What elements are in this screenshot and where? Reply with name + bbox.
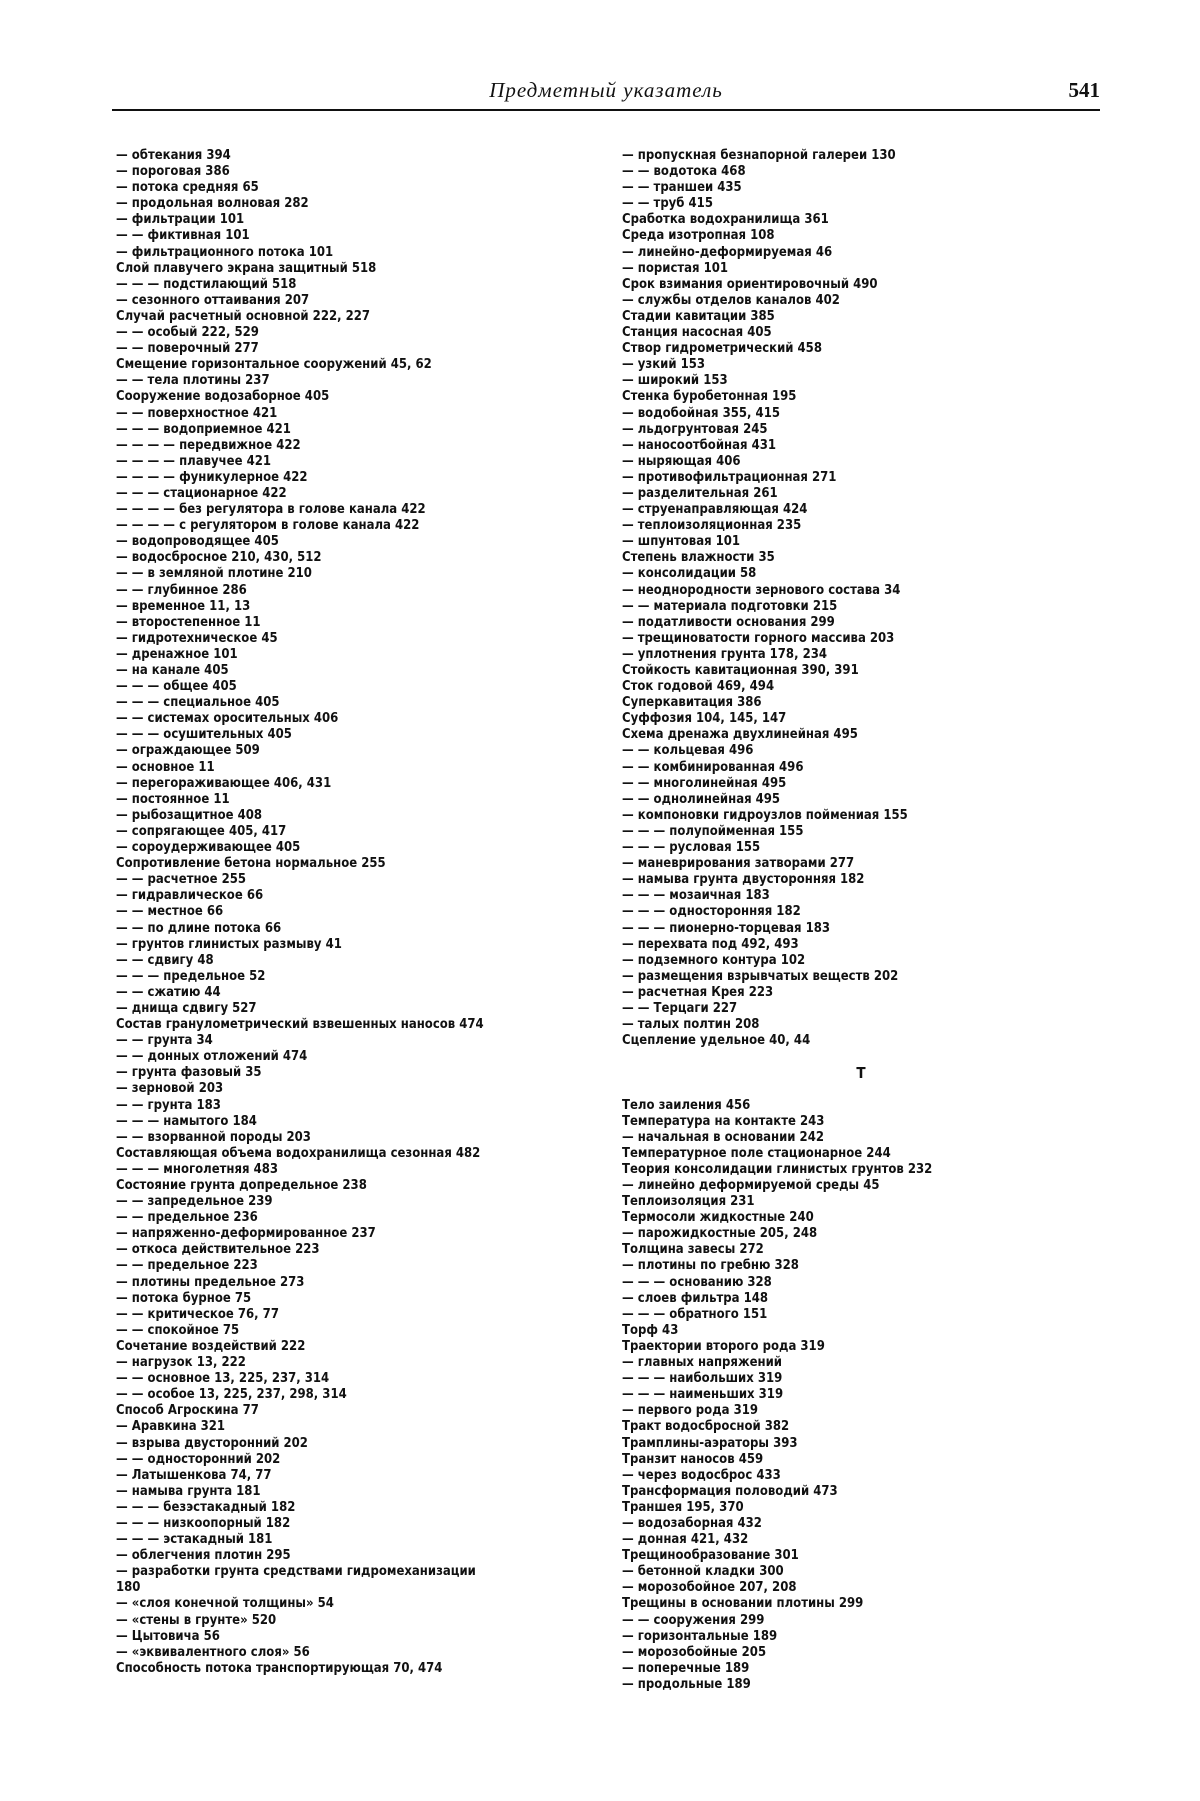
index-entry: Торф 43 bbox=[622, 1322, 679, 1338]
index-entry: — парожидкостные 205, 248 bbox=[622, 1226, 818, 1242]
index-entry: — — — наименьших 319 bbox=[622, 1387, 784, 1403]
index-entry: — — односторонний 202 bbox=[116, 1451, 281, 1467]
index-entry: — — многолинейная 495 bbox=[622, 775, 787, 791]
blank-line bbox=[622, 1049, 1100, 1065]
index-column-left bbox=[116, 148, 594, 1677]
index-entry: Толщина завесы 272 bbox=[622, 1242, 764, 1258]
index-entry: — — в земляной плотине 210 bbox=[116, 566, 312, 582]
index-entry: — Латышенкова 74, 77 bbox=[116, 1467, 272, 1483]
index-entry: Степень влажности 35 bbox=[622, 550, 775, 566]
index-entry: 180 bbox=[116, 1580, 141, 1596]
index-entry: — линейно деформируемой среды 45 bbox=[622, 1178, 880, 1193]
index-entry: — бетонной кладки 300 bbox=[622, 1564, 784, 1580]
index-entry: — основное 11 bbox=[116, 759, 215, 775]
index-entry: — продольная волновая 282 bbox=[116, 196, 309, 212]
index-entry: — обтекания 394 bbox=[116, 148, 231, 163]
index-entry: Траншея 195, 370 bbox=[622, 1499, 744, 1515]
index-entry: — льдогрунтовая 245 bbox=[622, 421, 768, 437]
index-entry: Трансформация половодий 473 bbox=[622, 1483, 838, 1499]
index-entry: — через водосброс 433 bbox=[622, 1467, 781, 1483]
index-entry: — продольные 189 bbox=[622, 1676, 751, 1692]
index-entry: — водосбросное 210, 430, 512 bbox=[116, 550, 322, 566]
index-entry: — — — наибольших 319 bbox=[622, 1371, 783, 1387]
index-entry: — — кольцевая 496 bbox=[622, 743, 754, 759]
index-entry: — днища сдвигу 527 bbox=[116, 1000, 257, 1016]
index-entry: — «эквивалентного слоя» 56 bbox=[116, 1644, 310, 1660]
index-entry: — узкий 153 bbox=[622, 357, 706, 373]
index-entry: — сопрягающее 405, 417 bbox=[116, 823, 287, 839]
index-entry: — маневрирования затворами 277 bbox=[622, 856, 855, 872]
index-entry: Тело заиления 456 bbox=[622, 1097, 751, 1113]
index-entry: Створ гидрометрический 458 bbox=[622, 341, 822, 357]
index-entry: — — запредельное 239 bbox=[116, 1194, 273, 1210]
index-entry: — главных напряжений bbox=[622, 1355, 782, 1371]
index-entry: — постоянное 11 bbox=[116, 791, 230, 807]
index-entry: — откоса действительное 223 bbox=[116, 1242, 320, 1258]
index-entry: — перехвата под 492, 493 bbox=[622, 936, 799, 952]
index-entry: — — грунта 34 bbox=[116, 1033, 213, 1049]
index-entry: — ныряющая 406 bbox=[622, 453, 741, 469]
index-entry: — напряженно-деформированное 237 bbox=[116, 1226, 376, 1242]
index-entry: — — особый 222, 529 bbox=[116, 325, 259, 341]
index-entry: — теплоизоляционная 235 bbox=[622, 518, 802, 534]
index-entry: — линейно-деформируемая 46 bbox=[622, 244, 833, 260]
index-entry: — — грунта 183 bbox=[116, 1097, 221, 1113]
index-entry: Теория консолидации глинистых грунтов 232 bbox=[622, 1161, 933, 1177]
index-entry: — зерновой 203 bbox=[116, 1081, 224, 1097]
index-entry: — — — — фуникулерное 422 bbox=[116, 469, 308, 485]
index-entry: — расчетная Крея 223 bbox=[622, 984, 774, 1000]
index-entry: Схема дренажа двухлинейная 495 bbox=[622, 727, 858, 743]
index-entry: — — водотока 468 bbox=[622, 164, 746, 180]
index-entry: — «слоя конечной толщины» 54 bbox=[116, 1596, 334, 1612]
letter-heading: Т bbox=[856, 1065, 866, 1082]
index-entry: Состояние грунта допредельное 238 bbox=[116, 1178, 367, 1193]
index-entry: — широкий 153 bbox=[622, 373, 728, 389]
index-entry: Случай расчетный основной 222, 227 bbox=[116, 308, 371, 324]
index-entry: — — труб 415 bbox=[622, 196, 713, 212]
index-entry: — — — односторонняя 182 bbox=[622, 904, 801, 920]
index-entry: — пороговая 386 bbox=[116, 164, 230, 180]
index-entry: — — — обратного 151 bbox=[622, 1306, 768, 1322]
index-entry: — — взорванной породы 203 bbox=[116, 1129, 311, 1145]
index-entry: — — спокойное 75 bbox=[116, 1322, 240, 1338]
index-entry: — временное 11, 13 bbox=[116, 598, 251, 614]
index-entry: — грунтов глинистых размыву 41 bbox=[116, 936, 342, 952]
header-rule bbox=[112, 109, 1100, 111]
index-entry: — дренажное 101 bbox=[116, 646, 238, 662]
index-entry: Трамплины-аэраторы 393 bbox=[622, 1435, 798, 1451]
index-entry: — — — основанию 328 bbox=[622, 1274, 772, 1290]
index-entry: — — — — плавучее 421 bbox=[116, 453, 272, 469]
index-entry: — — — общее 405 bbox=[116, 679, 237, 695]
index-entry: — — — намытого 184 bbox=[116, 1113, 257, 1129]
index-entry: — — однолинейная 495 bbox=[622, 791, 781, 807]
index-entry: — гидротехническое 45 bbox=[116, 630, 278, 646]
index-entry: — — — — с регулятором в голове канала 422 bbox=[116, 518, 420, 534]
index-entry: — — сжатию 44 bbox=[116, 984, 221, 1000]
index-entry: — плотины по гребню 328 bbox=[622, 1258, 799, 1274]
index-entry: — — особое 13, 225, 237, 298, 314 bbox=[116, 1387, 347, 1403]
index-entry: — сороудерживающее 405 bbox=[116, 840, 301, 856]
index-entry: — фильтрационного потока 101 bbox=[116, 244, 334, 260]
index-entry: — на канале 405 bbox=[116, 663, 229, 678]
index-entry: — — сооружения 299 bbox=[622, 1612, 765, 1628]
index-entry: Температура на контакте 243 bbox=[622, 1113, 825, 1129]
index-entry: — разделительная 261 bbox=[622, 485, 778, 501]
index-entry: — — — низкоопорный 182 bbox=[116, 1515, 291, 1531]
index-entry: — — поверхностное 421 bbox=[116, 405, 278, 421]
index-entry: Стойкость кавитационная 390, 391 bbox=[622, 663, 859, 678]
index-entry: — Цытовича 56 bbox=[116, 1628, 220, 1644]
index-entry: — — Терцаги 227 bbox=[622, 1000, 738, 1016]
index-entry: — — — осушительных 405 bbox=[116, 727, 292, 743]
index-entry: — взрыва двусторонний 202 bbox=[116, 1435, 308, 1451]
index-entry: — — — мозаичная 183 bbox=[622, 888, 770, 904]
index-entry: — потока бурное 75 bbox=[116, 1290, 252, 1306]
page-number: 541 bbox=[1068, 78, 1100, 102]
index-entry: — «стены в грунте» 520 bbox=[116, 1612, 277, 1628]
index-entry: Трещинообразование 301 bbox=[622, 1548, 799, 1564]
index-entry: Состав гранулометрический взвешенных наносов 474 bbox=[116, 1017, 484, 1033]
index-entry: — — основное 13, 225, 237, 314 bbox=[116, 1371, 330, 1387]
index-entry: — — расчетное 255 bbox=[116, 872, 247, 888]
index-entry: Сработка водохранилища 361 bbox=[622, 212, 829, 228]
index-entry: — морозобойное 207, 208 bbox=[622, 1580, 797, 1596]
index-entry: — — по длине потока 66 bbox=[116, 920, 282, 936]
index-entry: Слой плавучего экрана защитный 518 bbox=[116, 260, 377, 276]
index-entry: — гидравлическое 66 bbox=[116, 888, 264, 904]
running-title: Предметный указатель bbox=[489, 78, 723, 102]
index-entry: — ограждающее 509 bbox=[116, 743, 260, 759]
index-entry: — разработки грунта средствами гидромеханизации bbox=[116, 1564, 476, 1580]
index-entry: — — — эстакадный 181 bbox=[116, 1532, 273, 1548]
index-entry: Траектории второго рода 319 bbox=[622, 1338, 825, 1354]
index-entry: — трещиноватости горного массива 203 bbox=[622, 630, 895, 646]
index-entry: Смещение горизонтальное сооружений 45, 62 bbox=[116, 357, 432, 373]
index-entry: — намыва грунта двусторонняя 182 bbox=[622, 872, 865, 888]
index-entry: — — — многолетняя 483 bbox=[116, 1161, 278, 1177]
index-entry: — — комбинированная 496 bbox=[622, 759, 804, 775]
index-entry: Трещины в основании плотины 299 bbox=[622, 1596, 864, 1612]
index-entry: — морозобойные 205 bbox=[622, 1644, 767, 1660]
index-entry: — грунта фазовый 35 bbox=[116, 1065, 262, 1081]
index-entry: — горизонтальные 189 bbox=[622, 1628, 778, 1644]
index-entry: Теплоизоляция 231 bbox=[622, 1194, 755, 1210]
index-entry: — потока средняя 65 bbox=[116, 180, 259, 196]
index-entry: Сопротивление бетона нормальное 255 bbox=[116, 856, 386, 872]
index-entry: — — — специальное 405 bbox=[116, 695, 280, 711]
index-entry: — — — — без регулятора в голове канала 422 bbox=[116, 502, 426, 518]
index-entry: Способность потока транспортирующая 70, 474 bbox=[116, 1660, 443, 1676]
index-entry: — фильтрации 101 bbox=[116, 212, 245, 228]
index-entry: — — тела плотины 237 bbox=[116, 373, 270, 389]
index-entry: Транзит наносов 459 bbox=[622, 1451, 764, 1467]
index-entry: — — — стационарное 422 bbox=[116, 485, 287, 501]
index-entry: — нагрузок 13, 222 bbox=[116, 1355, 246, 1371]
index-entry: — — — водоприемное 421 bbox=[116, 421, 291, 437]
index-entry: Сочетание воздействий 222 bbox=[116, 1338, 306, 1354]
index-entry: — первого рода 319 bbox=[622, 1403, 759, 1419]
index-entry: Суффозия 104, 145, 147 bbox=[622, 711, 787, 727]
index-entry: — размещения взрывчатых веществ 202 bbox=[622, 968, 899, 984]
index-entry: — консолидации 58 bbox=[622, 566, 757, 582]
page-header bbox=[112, 78, 1100, 106]
index-entry: — службы отделов каналов 402 bbox=[622, 292, 840, 308]
index-entry: — водобойная 355, 415 bbox=[622, 405, 780, 421]
index-entry: — поперечные 189 bbox=[622, 1660, 750, 1676]
index-column-right bbox=[622, 148, 1100, 1693]
index-entry: Стенка буробетонная 195 bbox=[622, 389, 797, 405]
index-entry: — донная 421, 432 bbox=[622, 1532, 749, 1548]
index-entry: — струенаправляющая 424 bbox=[622, 502, 808, 518]
index-entry: Сток годовой 469, 494 bbox=[622, 679, 775, 695]
index-entry: — — траншеи 435 bbox=[622, 180, 742, 196]
index-entry: — — — подстилающий 518 bbox=[116, 276, 297, 292]
index-entry: — податливости основания 299 bbox=[622, 614, 835, 630]
index-entry: Тракт водосбросной 382 bbox=[622, 1419, 790, 1435]
index-entry: — — материала подготовки 215 bbox=[622, 598, 838, 614]
index-entry: Среда изотропная 108 bbox=[622, 228, 775, 244]
index-entry: Сооружение водозаборное 405 bbox=[116, 389, 330, 405]
index-entry: — — сдвигу 48 bbox=[116, 952, 214, 968]
index-entry: Способ Агроскина 77 bbox=[116, 1403, 259, 1419]
index-entry: Сцепление удельное 40, 44 bbox=[622, 1033, 811, 1049]
index-entry: — — — русловая 155 bbox=[622, 840, 761, 856]
index-entry: — шпунтовая 101 bbox=[622, 534, 741, 550]
index-entry: — начальная в основании 242 bbox=[622, 1129, 824, 1145]
index-entry: — уплотнения грунта 178, 234 bbox=[622, 646, 827, 662]
index-entry: — — — предельное 52 bbox=[116, 968, 266, 984]
index-entry: Станция насосная 405 bbox=[622, 325, 772, 341]
index-entry: Стадии кавитации 385 bbox=[622, 308, 775, 324]
index-entry: — неоднородности зернового состава 34 bbox=[622, 582, 901, 598]
index-entry: — плотины предельное 273 bbox=[116, 1274, 305, 1290]
index-entry: — пористая 101 bbox=[622, 260, 729, 276]
index-entry: — — донных отложений 474 bbox=[116, 1049, 308, 1065]
index-entry: — второстепенное 11 bbox=[116, 614, 261, 630]
index-entry: — — критическое 76, 77 bbox=[116, 1306, 279, 1322]
index-entry: — — предельное 223 bbox=[116, 1258, 258, 1274]
index-entry: — противофильтрационная 271 bbox=[622, 469, 837, 485]
index-entry: — талых полтин 208 bbox=[622, 1017, 760, 1033]
index-entry: — — — полупойменная 155 bbox=[622, 823, 804, 839]
index-entry: — — — безэстакадный 182 bbox=[116, 1499, 296, 1515]
index-entry: — — фиктивная 101 bbox=[116, 228, 250, 244]
index-entry: — — системах оросительных 406 bbox=[116, 711, 339, 727]
index-entry: Срок взимания ориентировочный 490 bbox=[622, 276, 878, 292]
index-entry: — рыбозащитное 408 bbox=[116, 807, 263, 823]
index-entry: — компоновки гидроузлов поймениая 155 bbox=[622, 807, 908, 823]
index-entry: — — — пионерно-торцевая 183 bbox=[622, 920, 831, 936]
index-entry: Термосоли жидкостные 240 bbox=[622, 1210, 814, 1226]
index-entry: Суперкавитация 386 bbox=[622, 695, 762, 711]
index-entry: — — поверочный 277 bbox=[116, 341, 259, 357]
index-entry: — перегораживающее 406, 431 bbox=[116, 775, 332, 791]
index-entry: — слоев фильтра 148 bbox=[622, 1290, 768, 1306]
blank-line bbox=[622, 1081, 1100, 1097]
index-entry: — — предельное 236 bbox=[116, 1210, 258, 1226]
index-entry: — подземного контура 102 bbox=[622, 952, 806, 968]
index-entry: — наносоотбойная 431 bbox=[622, 437, 777, 453]
index-entry: — облегчения плотин 295 bbox=[116, 1548, 291, 1564]
index-entry: — намыва грунта 181 bbox=[116, 1483, 261, 1499]
index-entry: Составляющая объема водохранилища сезонная 482 bbox=[116, 1145, 481, 1161]
index-entry: Температурное поле стационарное 244 bbox=[622, 1145, 891, 1161]
index-entry: — Аравкина 321 bbox=[116, 1419, 226, 1435]
index-entry: — — местное 66 bbox=[116, 904, 224, 920]
index-entry: — водопроводящее 405 bbox=[116, 534, 279, 550]
index-entry: — — — — передвижное 422 bbox=[116, 437, 301, 453]
index-entry: — пропускная безнапорной галереи 130 bbox=[622, 148, 896, 163]
index-entry: — сезонного оттаивания 207 bbox=[116, 292, 310, 308]
index-entry: — водозаборная 432 bbox=[622, 1515, 762, 1531]
index-entry: — — глубинное 286 bbox=[116, 582, 247, 598]
